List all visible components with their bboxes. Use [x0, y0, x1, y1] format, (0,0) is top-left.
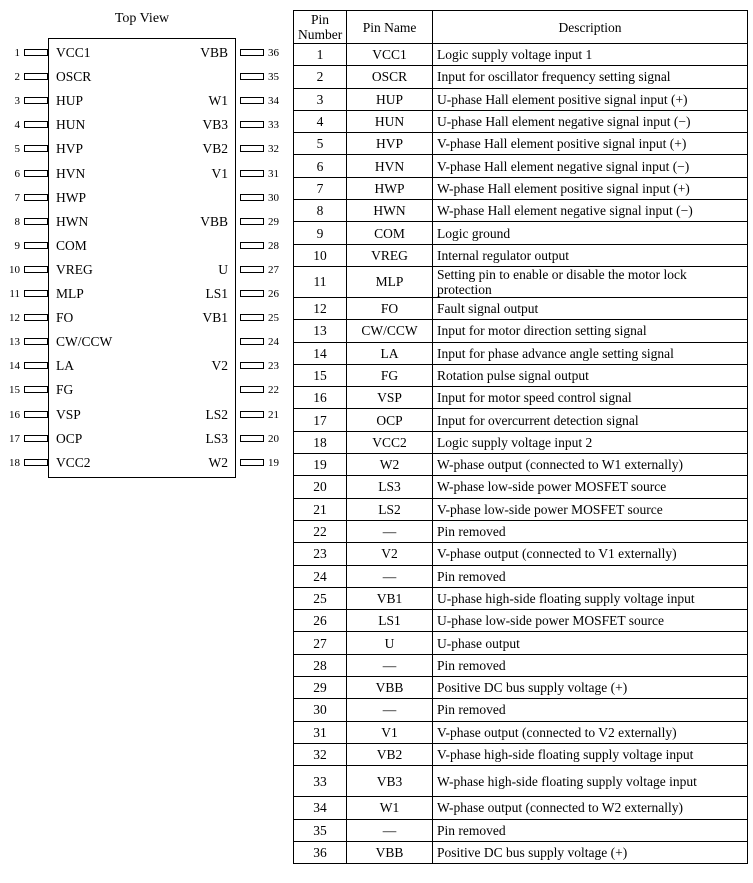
description-cell: Pin removed — [433, 565, 748, 587]
table-row — [294, 66, 748, 88]
pin-number: 20 — [268, 432, 279, 445]
description-cell: W-phase high-side floating supply voltage input — [433, 766, 748, 797]
pin-label: VBB — [200, 213, 228, 229]
table-row — [294, 110, 748, 132]
pin-name-cell: FO — [347, 297, 433, 319]
pin-lead — [240, 121, 264, 128]
description-cell: Logic supply voltage input 2 — [433, 431, 748, 453]
pin-name-cell: — — [347, 819, 433, 841]
pin-name-cell: VB3 — [347, 766, 433, 797]
description-cell: Setting pin to enable or disable the motor lock protection — [433, 266, 748, 297]
pin-name-cell: VBB — [347, 841, 433, 863]
pin-number: 12 — [9, 312, 20, 325]
pin-lead — [240, 338, 264, 345]
pin-name-cell: HWP — [347, 177, 433, 199]
pin-row-right — [0, 262, 290, 278]
pin-number: 28 — [268, 239, 279, 252]
table-row — [294, 44, 748, 66]
pin-number: 30 — [268, 191, 279, 204]
table-row — [294, 743, 748, 765]
table-row — [294, 133, 748, 155]
description-cell: Input for oscillator frequency setting signal — [433, 66, 748, 88]
pin-lead — [240, 170, 264, 177]
description-cell: Positive DC bus supply voltage (+) — [433, 677, 748, 699]
table-row — [294, 565, 748, 587]
description-cell: Logic supply voltage input 1 — [433, 44, 748, 66]
pin-label: VREG — [56, 261, 93, 277]
table-row — [294, 342, 748, 364]
pin-lead — [240, 97, 264, 104]
pin-lead — [240, 218, 264, 225]
description-cell: V-phase low-side power MOSFET source — [433, 498, 748, 520]
table-row — [294, 841, 748, 863]
pin-label: VCC1 — [56, 45, 91, 60]
pin-row-right — [0, 407, 290, 423]
pin-label: OSCR — [56, 69, 92, 85]
pin-label: FO — [56, 310, 74, 326]
pin-number-cell: 25 — [294, 587, 347, 609]
table-row — [294, 244, 748, 266]
pin-name-cell: HWN — [347, 200, 433, 222]
pin-number: 7 — [14, 191, 20, 204]
pin-lead — [240, 49, 264, 56]
table-row — [294, 721, 748, 743]
pin-row-right — [0, 141, 290, 157]
pin-number: 24 — [268, 336, 279, 349]
pin-number-cell: 14 — [294, 342, 347, 364]
pin-number-cell: 32 — [294, 743, 347, 765]
pin-number: 15 — [9, 384, 20, 397]
pin-label: VCC2 — [56, 454, 91, 470]
pin-name-cell: V1 — [347, 721, 433, 743]
pin-number-cell: 7 — [294, 177, 347, 199]
pin-number: 2 — [14, 71, 20, 84]
table-row — [294, 320, 748, 342]
pin-name-cell: — — [347, 520, 433, 542]
description-cell: V-phase Hall element negative signal input (−) — [433, 155, 748, 177]
pin-row-right — [0, 190, 290, 206]
pin-number: 36 — [268, 47, 279, 59]
table-row — [294, 654, 748, 676]
table-row — [294, 177, 748, 199]
table-row — [294, 766, 748, 797]
table-row — [294, 677, 748, 699]
description-cell: Input for motor speed control signal — [433, 387, 748, 409]
description-cell: Rotation pulse signal output — [433, 364, 748, 386]
pin-number-cell: 17 — [294, 409, 347, 431]
table-row — [294, 476, 748, 498]
pin-label: HVP — [56, 141, 84, 157]
table-row — [294, 699, 748, 721]
pin-name-cell: VREG — [347, 244, 433, 266]
description-cell: U-phase output — [433, 632, 748, 654]
pin-lead — [240, 435, 264, 442]
pin-name-cell: COM — [347, 222, 433, 244]
pin-number-cell: 15 — [294, 364, 347, 386]
pin-name-cell: VB2 — [347, 743, 433, 765]
pin-name-cell: OCP — [347, 409, 433, 431]
pin-label: LS3 — [205, 430, 228, 446]
pin-number-cell: 4 — [294, 110, 347, 132]
pin-name-cell: HUP — [347, 88, 433, 110]
pin-label: VSP — [56, 406, 81, 422]
description-cell: V-phase output (connected to V2 externally) — [433, 721, 748, 743]
pin-number: 33 — [268, 119, 279, 132]
description-cell: Pin removed — [433, 520, 748, 542]
pin-number: 14 — [9, 360, 20, 373]
pin-label: VB3 — [202, 117, 228, 133]
pin-name-cell: — — [347, 699, 433, 721]
pin-label: HVN — [56, 165, 86, 181]
pin-lead — [240, 73, 264, 80]
table-row — [294, 543, 748, 565]
description-cell: U-phase high-side floating supply voltage input — [433, 587, 748, 609]
pin-label: W1 — [208, 93, 228, 109]
pin-number-cell: 35 — [294, 819, 347, 841]
pin-name-cell: HVN — [347, 155, 433, 177]
pin-lead — [240, 362, 264, 369]
pin-row-right — [0, 286, 290, 302]
pin-number-cell: 26 — [294, 610, 347, 632]
pin-number-cell: 1 — [294, 44, 347, 66]
pin-number-cell: 11 — [294, 266, 347, 297]
pin-name-cell: VCC1 — [347, 44, 433, 66]
table-row — [294, 266, 748, 297]
description-cell: W-phase output (connected to W2 externally) — [433, 797, 748, 819]
table-row — [294, 88, 748, 110]
pin-row-right — [0, 93, 290, 109]
description-cell: U-phase Hall element negative signal input (−) — [433, 110, 748, 132]
description-cell: W-phase low-side power MOSFET source — [433, 476, 748, 498]
pin-number-cell: 2 — [294, 66, 347, 88]
table-row — [294, 587, 748, 609]
table-header-row — [294, 11, 748, 44]
description-cell: V-phase Hall element positive signal input (+) — [433, 133, 748, 155]
pin-name-cell: LS2 — [347, 498, 433, 520]
description-cell: Internal regulator output — [433, 244, 748, 266]
pin-number-cell: 13 — [294, 320, 347, 342]
pin-number-cell: 31 — [294, 721, 347, 743]
pin-row-right — [0, 455, 290, 471]
pin-number: 21 — [268, 408, 279, 421]
pin-label: HWN — [56, 213, 89, 229]
pin-number: 3 — [14, 95, 20, 108]
pin-lead — [240, 290, 264, 297]
pin-lead — [240, 411, 264, 418]
description-cell: Positive DC bus supply voltage (+) — [433, 841, 748, 863]
table-row — [294, 520, 748, 542]
header-description: Description — [433, 11, 748, 44]
pin-number-cell: 24 — [294, 565, 347, 587]
pin-number-cell: 27 — [294, 632, 347, 654]
table-row — [294, 498, 748, 520]
description-cell: V-phase output (connected to V1 externally) — [433, 543, 748, 565]
pin-number-cell: 12 — [294, 297, 347, 319]
pin-lead — [240, 459, 264, 466]
pin-lead — [240, 386, 264, 393]
description-cell: W-phase output (connected to W1 externally) — [433, 454, 748, 476]
table-row — [294, 155, 748, 177]
pin-label: W2 — [208, 454, 228, 470]
pin-name-cell: V2 — [347, 543, 433, 565]
pin-label: LA — [56, 358, 74, 374]
table-row — [294, 632, 748, 654]
table-row — [294, 409, 748, 431]
pin-name-cell: LA — [347, 342, 433, 364]
pin-name-cell: MLP — [347, 266, 433, 297]
pin-number: 22 — [268, 384, 279, 397]
pin-number-cell: 18 — [294, 431, 347, 453]
table-row — [294, 364, 748, 386]
pin-row-right — [0, 45, 290, 61]
pin-lead — [240, 266, 264, 273]
pin-number: 1 — [14, 47, 20, 59]
pin-label: LS1 — [205, 286, 228, 301]
description-cell: V-phase high-side floating supply voltage input — [433, 743, 748, 765]
pin-lead — [240, 314, 264, 321]
pin-number: 6 — [14, 167, 20, 180]
header-pin-number: Pin Number — [294, 11, 347, 44]
pin-name-cell: — — [347, 654, 433, 676]
description-cell: U-phase low-side power MOSFET source — [433, 610, 748, 632]
header-pin-name: Pin Name — [347, 11, 433, 44]
pin-number-cell: 29 — [294, 677, 347, 699]
description-cell: Pin removed — [433, 654, 748, 676]
table-row — [294, 222, 748, 244]
description-cell: Logic ground — [433, 222, 748, 244]
pin-row-right — [0, 166, 290, 182]
table-row — [294, 454, 748, 476]
pin-number: 19 — [268, 456, 279, 469]
description-cell: U-phase Hall element positive signal input (+) — [433, 88, 748, 110]
pin-label: MLP — [56, 286, 84, 301]
pin-number: 18 — [9, 456, 20, 469]
pin-row-right — [0, 334, 290, 350]
table-row — [294, 610, 748, 632]
table-row — [294, 819, 748, 841]
pin-number-cell: 10 — [294, 244, 347, 266]
pin-number: 32 — [268, 143, 279, 156]
pin-number-cell: 8 — [294, 200, 347, 222]
pin-row-right — [0, 431, 290, 447]
table-row — [294, 200, 748, 222]
table-row — [294, 797, 748, 819]
description-cell: Input for overcurrent detection signal — [433, 409, 748, 431]
pin-name-cell: VCC2 — [347, 431, 433, 453]
pin-number-cell: 19 — [294, 454, 347, 476]
pin-name-cell: VBB — [347, 677, 433, 699]
pin-row-right — [0, 214, 290, 230]
pin-number: 31 — [268, 167, 279, 180]
pin-number: 25 — [268, 312, 279, 325]
pin-row-right — [0, 358, 290, 374]
pin-label: VB2 — [202, 141, 228, 157]
pin-number-cell: 22 — [294, 520, 347, 542]
pin-label: VB1 — [202, 310, 228, 326]
pin-number-cell: 16 — [294, 387, 347, 409]
pin-number-cell: 5 — [294, 133, 347, 155]
pin-name-cell: — — [347, 565, 433, 587]
pin-lead — [240, 242, 264, 249]
description-cell: W-phase Hall element positive signal input (+) — [433, 177, 748, 199]
pin-label: COM — [56, 237, 87, 253]
pin-number: 34 — [268, 95, 279, 108]
pin-number-cell: 23 — [294, 543, 347, 565]
pin-label: HWP — [56, 189, 86, 205]
pin-number: 10 — [9, 263, 20, 276]
pin-label: HUP — [56, 93, 84, 109]
pin-number: 17 — [9, 432, 20, 445]
pin-number: 11 — [9, 288, 20, 300]
description-cell: Input for phase advance angle setting signal — [433, 342, 748, 364]
pin-name-cell: LS1 — [347, 610, 433, 632]
pin-label: LS2 — [205, 406, 228, 422]
pin-label: V1 — [211, 165, 228, 181]
pin-name-cell: OSCR — [347, 66, 433, 88]
pin-name-cell: W2 — [347, 454, 433, 476]
description-cell: Input for motor direction setting signal — [433, 320, 748, 342]
pin-diagram — [0, 0, 290, 500]
pin-label: OCP — [56, 430, 83, 446]
pin-label: V2 — [211, 358, 228, 374]
description-cell: Fault signal output — [433, 297, 748, 319]
pin-number-cell: 28 — [294, 654, 347, 676]
pin-number: 23 — [268, 360, 279, 373]
pin-row-right — [0, 382, 290, 398]
pin-number: 8 — [14, 215, 20, 228]
pin-number-cell: 36 — [294, 841, 347, 863]
pin-row-right — [0, 310, 290, 326]
pin-number: 29 — [268, 215, 279, 228]
description-cell: W-phase Hall element negative signal input (−) — [433, 200, 748, 222]
pin-number: 5 — [14, 143, 20, 156]
pin-number-cell: 30 — [294, 699, 347, 721]
pin-number: 26 — [268, 288, 279, 300]
pin-row-right — [0, 238, 290, 254]
pin-number: 13 — [9, 336, 20, 349]
pin-name-cell: VB1 — [347, 587, 433, 609]
table-row — [294, 387, 748, 409]
pin-number-cell: 34 — [294, 797, 347, 819]
pin-label: HUN — [56, 117, 86, 133]
description-cell: Pin removed — [433, 699, 748, 721]
pin-lead — [240, 145, 264, 152]
pin-name-cell: FG — [347, 364, 433, 386]
pin-name-cell: LS3 — [347, 476, 433, 498]
pin-number: 16 — [9, 408, 20, 421]
pin-lead — [240, 194, 264, 201]
pin-description-table — [293, 10, 748, 864]
pin-number-cell: 6 — [294, 155, 347, 177]
pin-label: U — [218, 261, 228, 277]
pin-label: FG — [56, 382, 74, 398]
pin-name-cell: W1 — [347, 797, 433, 819]
pin-number: 27 — [268, 263, 279, 276]
description-cell: Pin removed — [433, 819, 748, 841]
pin-number: 35 — [268, 71, 279, 84]
pin-number-cell: 21 — [294, 498, 347, 520]
pin-name-cell: HUN — [347, 110, 433, 132]
pin-name-cell: U — [347, 632, 433, 654]
pin-label: VBB — [200, 45, 228, 60]
pin-number-cell: 9 — [294, 222, 347, 244]
pin-number-cell: 3 — [294, 88, 347, 110]
pin-number: 4 — [14, 119, 20, 132]
pin-number: 9 — [14, 239, 20, 252]
table-row — [294, 431, 748, 453]
pin-row-right — [0, 69, 290, 85]
pin-row-right — [0, 117, 290, 133]
pin-name-cell: HVP — [347, 133, 433, 155]
pin-name-cell: VSP — [347, 387, 433, 409]
pin-number-cell: 33 — [294, 766, 347, 797]
pin-name-cell: CW/CCW — [347, 320, 433, 342]
diagram-title: Top View — [114, 11, 170, 26]
pin-label: CW/CCW — [56, 334, 113, 350]
table-row — [294, 297, 748, 319]
pin-number-cell: 20 — [294, 476, 347, 498]
